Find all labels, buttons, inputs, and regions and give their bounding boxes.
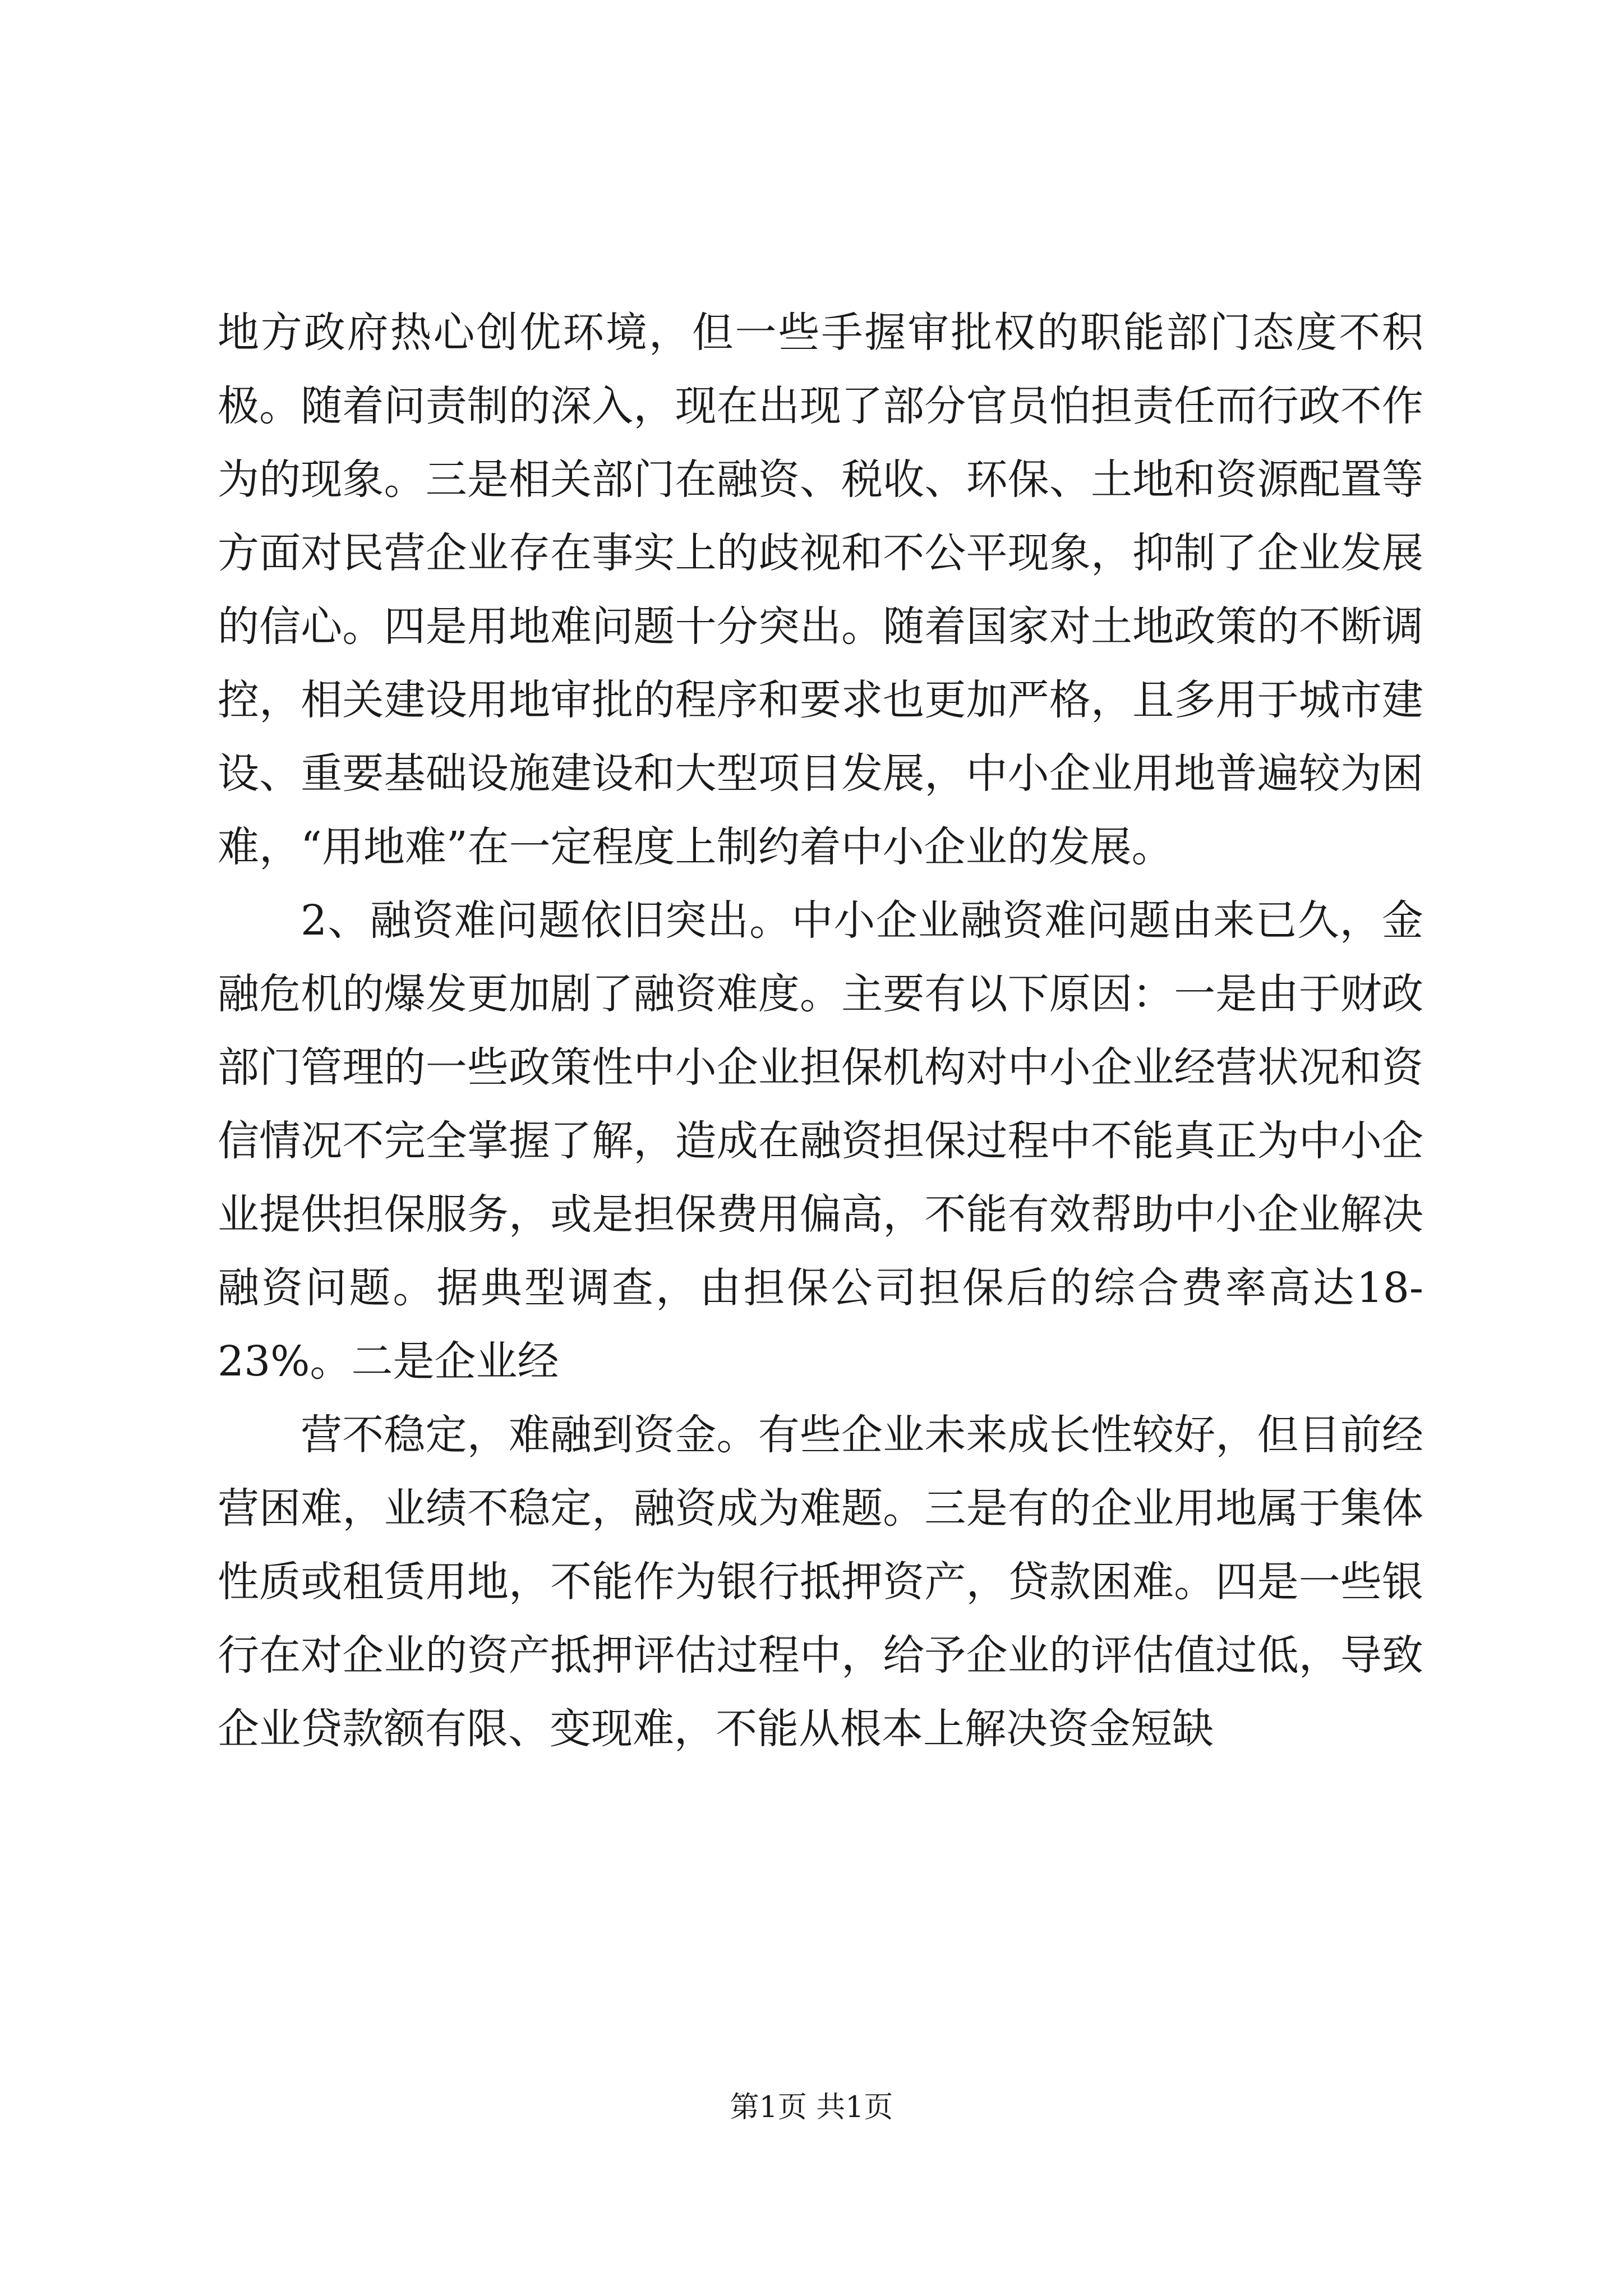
page-footer	[0, 2088, 1623, 2127]
paragraph-1: 地方政府热心创优环境，但一些手握审批权的职能部门态度不积极。随着问责制的深入，现在出现了部分官员怕担责任而行政不作为的现象。三是相关部门在融资、税收、环保、土地和资源配置等方面对民营企业存在事实上的歧视和不公平现象，抑制了企业发展的信心。四是用地难问题十分突出。随着国家对土地政策的不断调控，相关建设用地审批的程序和要求也更加严格，且多用于城市建设、重要基础设施建设和大型项目发展，中小企业用地普遍较为困难，“用地难”在一定程度上制约着中小企业的发展。	[218, 309, 1423, 871]
body-text	[218, 296, 1423, 1766]
page-number-label: 第1页 共1页	[730, 2091, 893, 2124]
paragraph-2: 2、融资难问题依旧突出。中小企业融资难问题由来已久，金融危机的爆发更加剧了融资难度。主要有以下原因：一是由于财政部门管理的一些政策性中小企业担保机构对中小企业经营状况和资信情况不完全掌握了解，造成在融资担保过程中不能真正为中小企业提供担保服务，或是担保费用偏高，不能有效帮助中小企业解决融资问题。据典型调查，由担保公司担保后的综合费率高达18-23%。二是企业经	[218, 896, 1423, 1386]
paragraph-3: 营不稳定，难融到资金。有些企业未来成长性较好，但目前经营困难，业绩不稳定，融资成为难题。三是有的企业用地属于集体性质或租赁用地，不能作为银行抵押资产，贷款困难。四是一些银行在对企业的资产抵押评估过程中，给予企业的评估值过低，导致企业贷款额有限、变现难，不能从根本上解决资金短缺	[218, 1411, 1423, 1753]
